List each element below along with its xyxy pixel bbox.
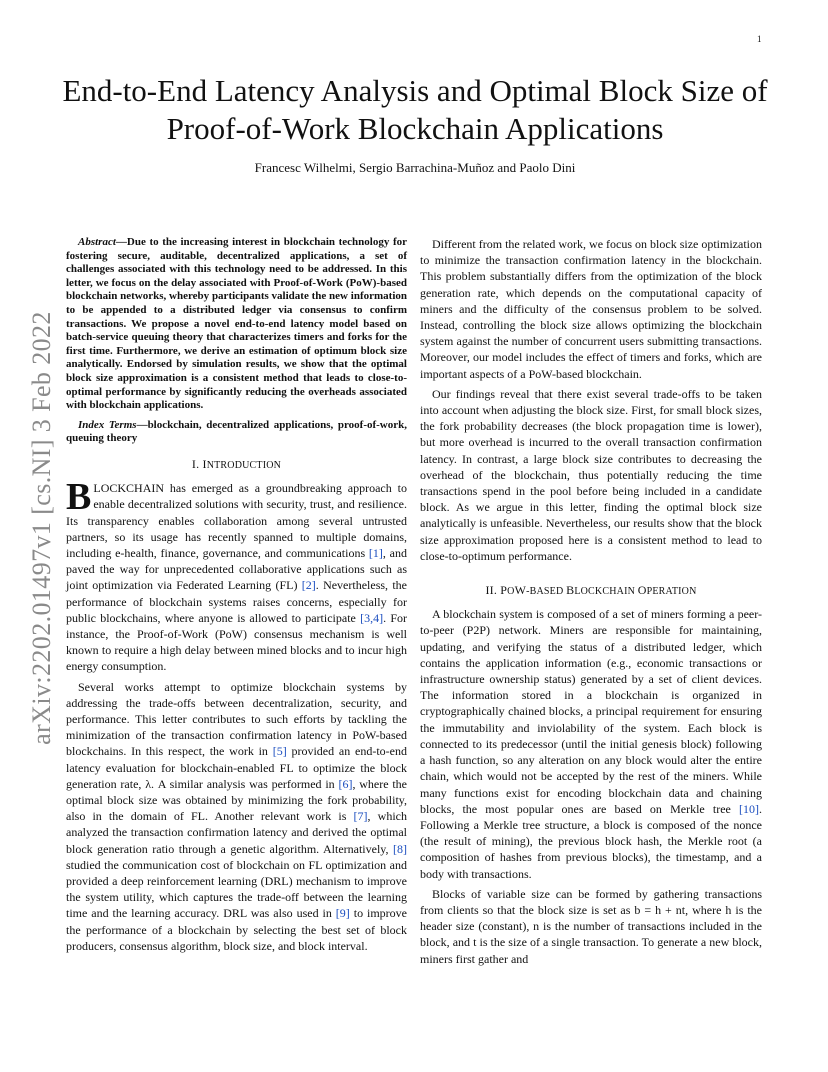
- text-run: A blockchain system is composed of a set of miners forming a peer-to-peer (P2P) network. Miners are responsible for maintaining, updating, and verifying the status of a distributed ledger, which contains the application information (e.g., economic transactions or infrastructure ownership status) generated by a set of client devices. The information stored in a blockchain is organized in cryptographically chained blocks, a principal requirement for ensuring the immutability and inviolability of the system. Each block is connected to its predecessor (until the initial genesis block) following a hash function, so any alteration on any block would alter the entire chain, which would not be accepted by the rest of the miners. While many functions exist for encoding blockchain data and chaining blocks, the most popular ones are based on Merkle tree: [420, 607, 762, 816]
- intro-paragraph-2: [66, 679, 407, 954]
- abstract: [66, 236, 407, 413]
- section-heading-introduction: [66, 456, 407, 474]
- pow-paragraph-2: Blocks of variable size can be formed by gathering transactions from clients so that the block size is set as b = h + nt, where h is the header size (constant), n is the number of transactions included in the block, and t is the size of a single transaction. To generate a new block, miners first gather and: [420, 886, 762, 966]
- citation-link[interactable]: 4]: [373, 610, 384, 625]
- text-run: to improve the performance of a blockchain by selecting the best set of block producers, consensus algorithm, block size, and block interval.: [66, 906, 408, 953]
- section-title-part: W: [514, 583, 527, 598]
- text-run: . Following a Merkle tree structure, a block is composed of the nonce (the result of mining), the previous block hash, the Merkle root (a composition of hashes from previous blocks), the timestamp, and a body with transactions.: [420, 801, 762, 881]
- section-title-part: O: [637, 583, 647, 598]
- citation-link[interactable]: [3,: [360, 610, 374, 625]
- citation-link[interactable]: [1]: [368, 545, 383, 560]
- section-title-part: B: [566, 583, 575, 598]
- text-run: . For instance, the Proof-of-Work (PoW) consensus mechanism is well known to require a high delay between mined blocks and to incur high energy consumption.: [66, 610, 407, 674]
- pow-paragraph-1: [420, 606, 762, 881]
- citation-link[interactable]: [5]: [272, 744, 287, 759]
- authors: Francesc Wilhelmi, Sergio Barrachina-Muñoz and Paolo Dini: [254, 160, 576, 175]
- right-intro-paragraph-2: Our findings reveal that there exist several trade-offs to be taken into account when adjusting the block size. First, for small block sizes, the fork probability decreases (the block propagation time is lower), but more overhead is incurred to the overall transaction confirmation latency. In contrast, a large block size contributes to decreasing the overhead of the blockchain, thus potentially reducing the time transactions spend in the pool before being included in a candidate block. As we argue in this letter, finding the optimal block size analytically is unfeasible. Nevertheless, our results show that the block size approximation proposed here is a consistent method to lead to close-to-optimum performance.: [420, 386, 762, 563]
- section-title-part: PERATION: [646, 586, 697, 598]
- paper-title: End-to-End Latency Analysis and Optimal Block Size of Proof-of-Work Blockchain Applications: [62, 73, 768, 146]
- abstract-text: —Due to the increasing interest in blockchain technology for fostering secure, auditable, decentralized applications, a set of challenges associated with this technology need to be addressed. In this letter, we focus on the delay associated with Proof-of-Work (PoW)-based blockchain networks, whereby participants validate the new information to be appended to a distributed ledger via consensus to confirm transactions. We propose a novel end-to-end latency model based on batch-service queuing theory that characterizes timers and forks for the first time. Furthermore, we derive an estimation of optimum block size analytically. Endorsed by simulation results, we show that the optimal block size approximation is a consistent method that leads to close-to-optimal performance by significantly reducing the overheads associated with blockchain applications.: [66, 236, 407, 412]
- section-title-part: P: [500, 583, 508, 598]
- section-title-rest: NTRODUCTION: [206, 459, 282, 471]
- index-terms: [66, 419, 407, 446]
- index-terms-label: Index Terms: [78, 418, 137, 431]
- drop-cap: B: [66, 476, 92, 519]
- citation-link[interactable]: [8]: [393, 841, 407, 856]
- index-terms-text: —blockchain, decentralized applications, proof-of-work, queuing theory: [66, 418, 408, 445]
- citation-link[interactable]: [6]: [338, 776, 353, 791]
- text-run: , where the optimal block size was obtained by minimizing the fork probability, also in the domain of FL. Another relevant work is: [66, 776, 407, 824]
- section-title-part: LOCKCHAIN: [574, 586, 638, 598]
- citation-link[interactable]: [9]: [335, 906, 350, 921]
- section-number: I.: [191, 456, 200, 471]
- text-run: . Nevertheless, the performance of blockchain systems raises concerns, especially for public blockchains, where anyone is allowed to participate: [66, 578, 408, 625]
- text-run: , and paved the way for unprecedented collaborative applications such as joint optimization via Federated Learning (FL): [66, 545, 407, 593]
- section-heading-pow-operation: [420, 582, 762, 600]
- page-number: 1: [757, 34, 762, 44]
- section-number: II.: [485, 583, 498, 598]
- intro-paragraph-1: [66, 476, 408, 674]
- citation-link[interactable]: [2]: [301, 578, 316, 593]
- text-run: LOCKCHAIN has emerged as a groundbreaking approach to enable decentralized solutions with security, trust, and resilience. Its transparency enables collaboration among several untrusted partners, so its usage has recently spanned to multiple domains, including e-health, finance, governance, and communications: [66, 481, 407, 560]
- arxiv-stamp: [14, 308, 70, 748]
- right-column: [420, 236, 762, 971]
- citation-link[interactable]: [7]: [353, 809, 368, 824]
- text-run: studied the communication cost of blockchain on FL optimization and provided a deep reinforcement learning (DRL) mechanism to improve the system utility, which captures the trade-off between the learning time and the learning accuracy. DRL was also used in: [66, 857, 407, 921]
- citation-link[interactable]: [10]: [739, 801, 759, 816]
- arxiv-stamp-text: arXiv:2202.01497v1 [cs.NI] 3 Feb 2022: [27, 311, 57, 745]
- section-title-part: -BASED: [526, 586, 567, 598]
- right-intro-paragraph-1: Different from the related work, we focus on block size optimization to minimize the transaction confirmation latency in the blockchain. This problem substantially differs from the optimization of the block generation rate, which depends on the computational capacity of miners and the difficulty of the consensus problem to be solved. Instead, controlling the block size allows optimizing the blockchain system against the number of concurrent users submitting transactions. Moreover, our model includes the effect of timers and forks, which are important aspects of a PoW-based blockchain.: [420, 237, 763, 381]
- section-title-part: O: [507, 586, 515, 598]
- text-run: , which analyzed the transaction confirmation latency and derived the optimal block generation ratio through a genetic algorithm. Alternatively,: [66, 809, 407, 856]
- text-run: Several works attempt to optimize blockchain systems by addressing the trade-offs between decentralization, security, and performance. This letter contributes to such efforts by tackling the minimization of the transaction confirmation latency in PoW-based blockchains. In this respect, the work in: [66, 679, 407, 759]
- section-title-initial: I: [202, 456, 207, 471]
- abstract-label: Abstract: [78, 236, 116, 248]
- left-column: [66, 236, 407, 958]
- text-run: provided an end-to-end latency evaluation for blockchain-enabled FL to optimize the block generation rate, λ. A similar analysis was performed in: [66, 744, 407, 791]
